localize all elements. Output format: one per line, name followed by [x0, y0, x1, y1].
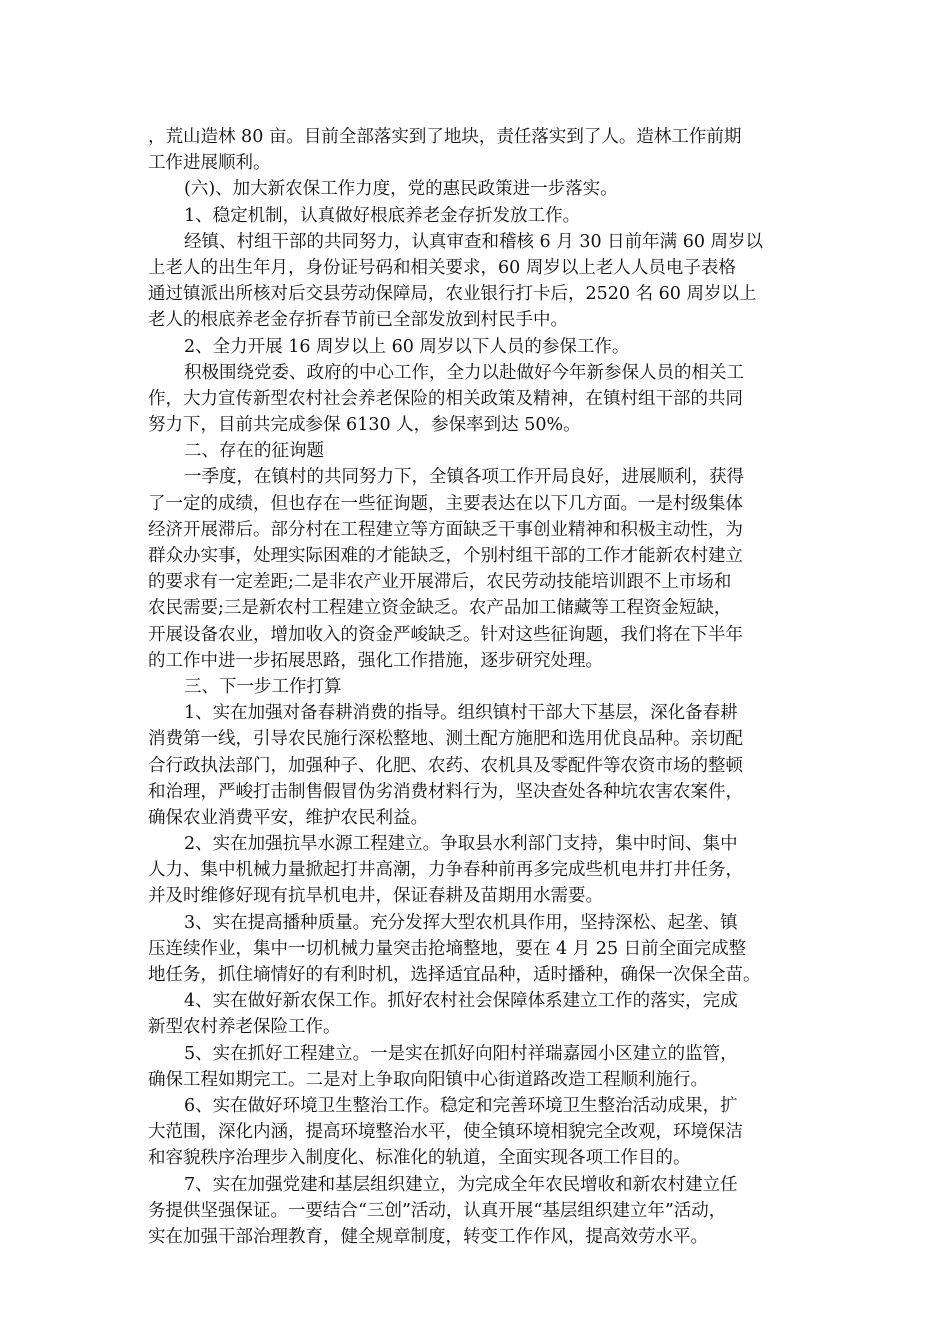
- document-text-line: 作，大力宣传新型农村社会养老保险的相关政策及精神，在镇村组干部的共同: [148, 388, 743, 409]
- document-text-line: 人力、集中机械力量掀起打井高潮，力争春种前再多完成些机电井打井任务，: [148, 860, 743, 881]
- document-text-line: 经镇、村组干部的共同努力，认真审查和稽核 6 月 30 日前年满 60 周岁以: [184, 231, 764, 252]
- document-text-line: 农民需要;三是新农村工程建立资金缺乏。农产品加工储藏等工程资金短缺，: [148, 598, 732, 619]
- document-text-line: 确保农业消费平安，维护农民利益。: [148, 807, 428, 828]
- document-text-line: 7、实在加强党建和基层组织建立，为完成全年农民增收和新农村建立任: [184, 1174, 738, 1195]
- document-text-line: 通过镇派出所核对后交县劳动保障局，农业银行打卡后，2520 名 60 周岁以上: [148, 284, 757, 305]
- document-text-line: 新型农村养老保险工作。: [148, 1017, 341, 1038]
- document-text-line: 群众办实事，处理实际困难的才能缺乏，个别村组干部的工作才能新农村建立: [148, 546, 743, 566]
- document-text-line: 2、全力开展 16 周岁以上 60 周岁以下人员的参保工作。: [184, 336, 630, 357]
- document-text-line: 实在加强干部治理教育，健全规章制度，转变工作作风，提高效劳水平。: [148, 1226, 708, 1247]
- document-text-line: 经济开展滞后。部分村在工程建立等方面缺乏干事创业精神和积极主动性，为: [148, 519, 743, 540]
- document-text-line: 一季度，在镇村的共同努力下，全镇各项工作开局良好，进展顺利，获得: [184, 467, 744, 488]
- document-text-line: 压连续作业，集中一切机械力量突击抢墒整地，要在 4 月 25 日前全面完成整: [148, 938, 747, 959]
- document-text-line: 并及时维修好现有抗旱机电井，保证春耕及苗期用水需要。: [148, 886, 603, 907]
- document-text-line: 了一定的成绩，但也存在一些征询题，主要表达在以下几方面。一是村级集体: [148, 493, 743, 514]
- document-text-line: 3、实在提高播种质量。充分发挥大型农机具作用，坚持深松、起垄、镇: [184, 912, 738, 933]
- document-text-line: 的要求有一定差距;二是非农产业开展滞后，农民劳动技能培训跟不上市场和: [148, 572, 732, 593]
- document-text-line: 上老人的出生年月，身份证号码和相关要求，60 周岁以上老人人员电子表格: [148, 257, 736, 278]
- document-text-line: (六)、加大新农保工作力度，党的惠民政策进一步落实。: [184, 179, 618, 200]
- document-text-line: 和容貌秩序治理步入制度化、标准化的轨道，全面实现各项工作目的。: [148, 1148, 691, 1169]
- document-text-line: ，荒山造林 80 亩。目前全部落实到了地块，责任落实到了人。造林工作前期: [148, 127, 742, 147]
- document-body: [148, 124, 808, 1250]
- document-text-line: 消费第一线，引导农民施行深松整地、测土配方施肥和选用优良品种。亲切配: [148, 729, 743, 750]
- document-text-line: 确保工程如期完工。二是对上争取向阳镇中心街道路改造工程顺利施行。: [148, 1069, 708, 1090]
- document-text-line: 三、下一步工作打算: [184, 676, 342, 697]
- document-text-line: 开展设备农业，增加收入的资金严峻缺乏。针对这些征询题，我们将在下半年: [148, 624, 743, 645]
- document-text-line: 老人的根底养老金存折春节前已全部发放到村民手中。: [148, 310, 568, 331]
- document-text-line: 6、实在做好环境卫生整治工作。稳定和完善环境卫生整治活动成果，扩: [184, 1095, 738, 1116]
- document-text-line: 工作进展顺利。: [148, 153, 271, 174]
- document-text-line: 务提供坚强保证。一要结合“三创”活动，认真开展“基层组织建立年”活动，: [148, 1200, 727, 1221]
- document-text-line: 和治理，严峻打击制售假冒伪劣消费材料行为，坚决查处各种坑农害农案件，: [148, 781, 743, 802]
- document-text-line: 地任务，抓住墒情好的有利时机，选择适宜品种，适时播种，确保一次保全苗。: [148, 965, 761, 985]
- document-text-line: 5、实在抓好工程建立。一是实在抓好向阳村祥瑞嘉园小区建立的监管，: [184, 1043, 738, 1064]
- document-text-line: 合行政执法部门，加强种子、化肥、农药、农机具及零配件等农资市场的整顿: [148, 755, 743, 776]
- document-text-line: 1、稳定机制，认真做好根底养老金存折发放工作。: [184, 205, 581, 226]
- document-text-line: 努力下，目前共完成参保 6130 人，参保率到达 50%。: [148, 415, 581, 436]
- document-text-line: 的工作中进一步拓展思路，强化工作措施，逐步研究处理。: [148, 650, 603, 671]
- document-text-line: 2、实在加强抗旱水源工程建立。争取县水利部门支持，集中时间、集中: [184, 834, 738, 855]
- document-text-line: 积极围绕党委、政府的中心工作，全力以赴做好今年新参保人员的相关工: [184, 362, 744, 383]
- document-text-line: 4、实在做好新农保工作。抓好农村社会保障体系建立工作的落实，完成: [184, 991, 738, 1012]
- document-text-line: 1、实在加强对备春耕消费的指导。组织镇村干部大下基层，深化备春耕: [184, 703, 738, 724]
- document-text-line: 二、存在的征询题: [184, 441, 324, 462]
- document-text-line: 大范围，深化内涵，提高环境整治水平，使全镇环境相貌完全改观，环境保洁: [148, 1122, 743, 1143]
